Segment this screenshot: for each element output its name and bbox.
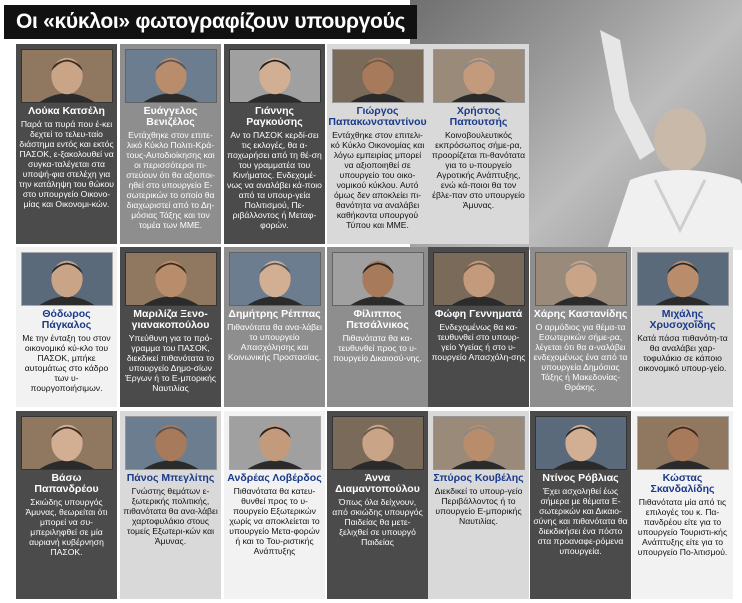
person-name: Χρήστος Παπουτσής [449,105,508,128]
person-card [120,44,221,244]
person-card [327,44,428,244]
person-card [16,247,117,407]
waving-man-figure [560,30,742,250]
person-description: Εντάχθηκε στον επιτε-λικό Κύκλο Πολιτι-Κρά-τους-Αυτοδιοίκησης και οι περισσότεροι πι-στεύουν ότι θα αξιοποι-ηθεί στο υπουργείο Ε-σωτερικών το οποίο θα διαχωριστεί από το Δη-μόσιας Τάξης και τον τομέα των ΜΜΕ. [126,130,215,230]
portrait-photo [21,49,113,103]
person-name: Δημήτρης Ρέππας [228,308,321,320]
portrait-photo [433,416,525,470]
person-description: Αν το ΠΑΣΟΚ κερδί-σει τις εκλογές, θα α-ποχωρήσει από τη θέ-ση του γραμματέα του Κινήματος. Ενδεχομέ-νως να αναλάβει κά-ποιο από τα υπουρ-γεία Πολιτισμού, Πε-ριβάλλοντος ή Μεταφ-φορών. [227,130,322,230]
person-description: Διεκδικεί το υπουρ-γείο Περιβάλλοντος ή το υπουργείο Ε-μπορικής Ναυτιλίας. [434,486,523,526]
person-name: Χάρης Καστανίδης [533,308,628,320]
page-title: Οι «κύκλοι» φωτογραφίζουν υπουργούς [4,5,417,39]
person-card [428,411,529,599]
portrait-photo [125,416,217,470]
person-description: Πιθανότατα θα ανα-λάβει το υπουργείο Απασχόλησης και Κοινωνικής Προστασίας. [227,322,322,362]
portrait-photo [535,252,627,306]
portrait-photo [229,49,321,103]
person-name: Ντίνος Ρόβλιας [542,472,619,484]
person-description: Ενδεχομένως θα κα-τευθυνθεί στο υπουρ-γείο Υγείας ή στο υ-πουργείο Απασχόλη-σης [431,322,526,362]
portrait-photo [637,416,729,470]
portrait-photo [21,416,113,470]
person-card [16,411,117,599]
portrait-photo [125,49,217,103]
person-name: Θόδωρος Πάγκαλος [41,308,92,331]
person-card [428,44,529,244]
person-card [428,247,529,407]
person-description: Σκιώδης υπουργός Άμυνας, θεωρείται ότι μπορεί να συ-μπεριληφθεί σε μία αυριανή κυβέρνηση ΠΑΣΟΚ. [25,497,108,557]
person-card [120,411,221,599]
portrait-photo [332,416,424,470]
portrait-photo [229,252,321,306]
person-description: Υπεύθυνη για το πρό-γραμμα του ΠΑΣΟΚ, διεκδικεί πιθανότατα το υπουργείο Δημο-σίων Έργων ή το Ε-μπορικής Ναυτιλίας [124,333,217,393]
person-card [632,247,733,407]
person-card [120,247,221,407]
portrait-photo [332,49,424,103]
person-name: Κώστας Σκανδαλίδης [650,472,715,495]
person-name: Σπύρος Κουβέλης [433,472,524,484]
person-name: Ανδρέας Λοβέρδος [227,472,322,484]
portrait-photo [332,252,424,306]
person-description: Πιθανότατα θα κα-τευθυνθεί προς το υ-πουργείο Δικαιοσύ-νης. [333,333,422,363]
person-name: Λούκα Κατσέλη [28,105,105,117]
person-name: Γιάννης Ραγκούσης [246,105,303,128]
person-card [224,411,325,599]
person-name: Φίλιππος Πετσάλνικος [346,308,409,331]
person-card [327,247,428,407]
person-card [530,411,631,599]
portrait-photo [637,252,729,306]
person-card [224,44,325,244]
portrait-photo [433,252,525,306]
person-name: Μαριλίζα Ξενο-γιανακοπούλου [131,308,210,331]
portrait-photo [433,49,525,103]
person-description: Όπως όλα δείχνουν, από σκιώδης υπουργός Παιδείας θα μετε-ξελιχθεί σε υπουργό Παιδείας [332,497,423,547]
person-name: Φώφη Γεννηματά [434,308,523,320]
person-description: Ο αρμόδιος για θέμα-τα Εσωτερικών σήμε-ρα, λέγεται ότι θα α-ναλάβει ενδεχομένως ένα από τα υπουργεία Δημόσιας Τάξης ή Μακεδονίας-Θράκης. [533,322,628,392]
person-description: Πιθανότατα θα κατευ-θυνθεί προς το υ-πουργείο Εξωτερικών χωρίς να αποκλείεται το υπουργείο Μετα-φορών ή και το Του-ριστικής Ανάπτυξης [229,486,320,556]
person-name: Ευάγγελος Βενιζέλος [143,105,198,128]
portrait-photo [21,252,113,306]
person-description: Με την ένταξη του στον οικονομικό κύ-κλο του ΠΑΣΟΚ, μπήκε αυτομάτως στο κάδρο των υ-πουργοποιήσιμων. [22,333,111,393]
portrait-photo [125,252,217,306]
person-name: Βάσω Παπανδρέου [34,472,99,495]
person-description: Παρά τα πυρά που έ-κει δεχτεί το τελευ-ταίο διάστημα εντός και εκτός ΠΑΣΟΚ, ε-ξακολουθεί να συγκα-ταλέγεται στα υποψή-φια στελέχη για την κατάληψη του θώκου στο υπουργείο Οικονο-μίας και Οικονομι-κών. [19,119,114,209]
portrait-photo [535,416,627,470]
person-card [16,44,117,244]
person-card [530,247,631,407]
person-name: Άννα Διαμαντοπούλου [335,472,420,495]
person-card [224,247,325,407]
person-name: Γιώργος Παπακωνσταντίνου [328,105,427,128]
person-description: Πιθανότατα μία από τις επιλογές του κ. Πα-πανδρέου είτε για το υπουργείο Τουριστι-κής Ανάπτυξης είτε για το υπουργείο Πο-λιτισμού. [637,497,728,557]
person-name: Πάνος Μπεγλίτης [126,472,215,484]
person-description: Έχει ασχοληθεί έως σήμερα με θέματα Ε-σωτερικών και Δικαιο-σύνης και πιθανότατα θα διεκδικήσει ένα πόστο στα προαναφε-ρόμενα υπουργεία. [533,486,628,556]
person-card [327,411,428,599]
person-description: Γνώστης θεμάτων ε-ξωτερικής πολιτικής, πιθανότατα θα ανα-λάβει χαρτοφυλάκιο στους τομείς Εξωτερι-κών και Άμυνας. [123,486,218,546]
portrait-photo [229,416,321,470]
person-name: Μιχάλης Χρυσοχοΐδης [649,308,716,331]
person-card [632,411,733,599]
person-description: Εντάχθηκε στον επιτελι-κό Κύκλο Οικονομίας και λόγω εμπειρίας μπορεί να αξιοποιηθεί σε υπουργείο του οικο-νομικού κύκλου. Αυτό όμως δεν αποκλείει πι-θανότητα να αναλάβει καθήκοντα υπουργού Τύπου και ΜΜΕ. [330,130,425,230]
person-description: Κοινοβουλευτικός εκπρόσωπος σήμε-ρα, προορίζεται πι-θανότατα για το υ-πουργείο Αγροτικής Ανάπτυξης, ενώ κά-ποιοι θα τον έβλε-παν στο υπουργείο Άμυνας. [431,130,526,210]
person-description: Κατά πάσα πιθανότη-τα θα αναλάβει χαρ-τοφυλάκιο σε κάποιο οικονομικό υπουρ-γείο. [637,333,728,373]
